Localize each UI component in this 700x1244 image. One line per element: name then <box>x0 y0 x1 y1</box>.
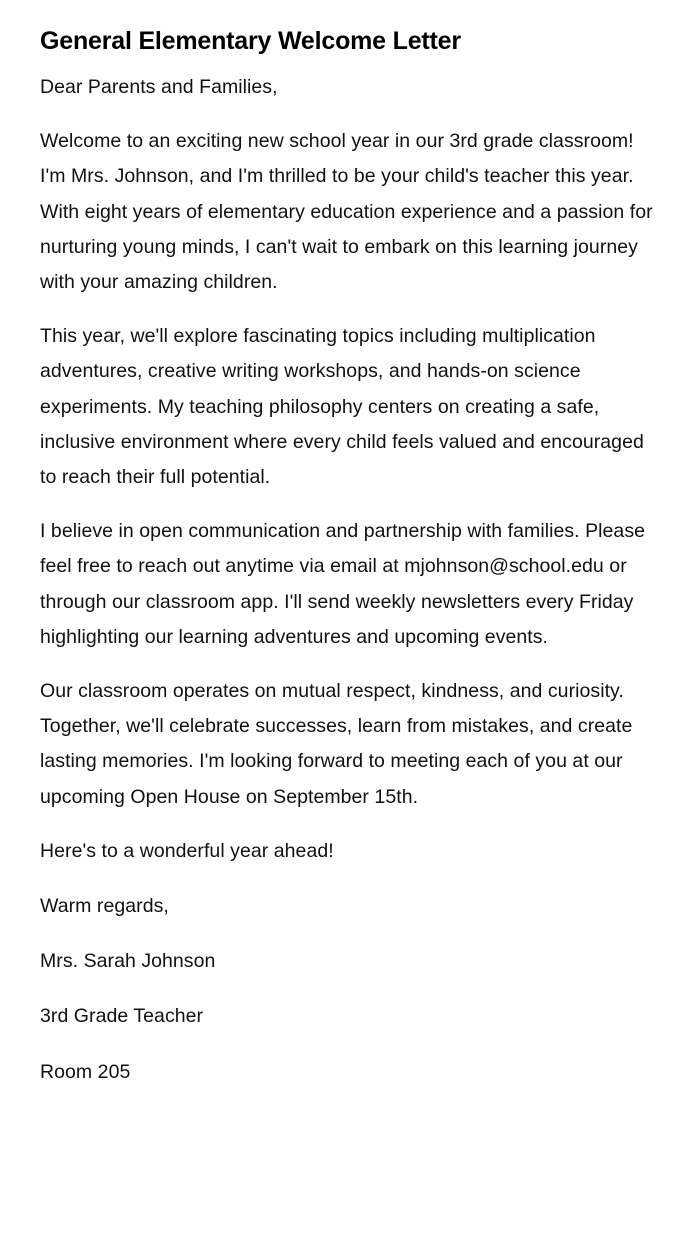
letter-paragraph-classroom-values: Our classroom operates on mutual respect, kindness, and curiosity. Together, we'll celebrate successes, learn from mistakes, and create lasting memories. I'm looking forward to meeting each of you at our upcoming Open House on September 15th. <box>40 680 633 808</box>
letter-closing-line: Here's to a wonderful year ahead! <box>40 839 334 862</box>
letter-sign-off: Warm regards, <box>40 895 169 918</box>
signature-role: 3rd Grade Teacher <box>40 1005 204 1028</box>
letter-paragraph-welcome: Welcome to an exciting new school year in our 3rd grade classroom! I'm Mrs. Johnson, and I'm thrilled to be your child's teacher this year. With eight years of elementary education experience and a passion for nurturing young minds, I can't wait to embark on this learning journey with your amazing children. <box>40 130 653 294</box>
signature-room: Room 205 <box>40 1060 131 1083</box>
letter-paragraph-communication: I believe in open communication and partnership with families. Please feel free to reach out anytime via email at mjohnson@school.edu or through our classroom app. I'll send weekly newsletters every Friday highlighting our learning adventures and upcoming events. <box>40 520 646 648</box>
signature-name: Mrs. Sarah Johnson <box>40 950 216 973</box>
letter-greeting: Dear Parents and Families, <box>40 76 278 98</box>
letter-title: General Elementary Welcome Letter <box>40 27 461 55</box>
letter-paragraph-curriculum: This year, we'll explore fascinating topics including multiplication adventures, creative writing workshops, and hands-on science experiments. My teaching philosophy centers on creating a safe, inclusive environment where every child feels valued and encouraged to reach their full potential. <box>40 325 644 489</box>
